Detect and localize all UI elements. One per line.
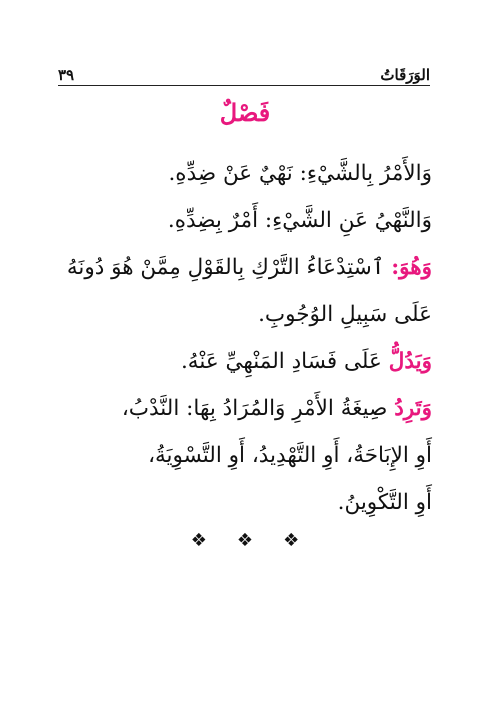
diamond-ornament-icon: ❖ (283, 530, 300, 551)
page-number: ٣٩ (58, 66, 75, 84)
text-line (56, 479, 432, 526)
keyword: وَهُوَ: (391, 255, 432, 280)
text-line (56, 338, 432, 385)
line-text: عَلَى سَبِيلِ الوُجُوبِ. (258, 302, 432, 327)
text-line (56, 244, 432, 291)
section-title: فَصْلٌ (219, 98, 271, 127)
line-text: صِيغَةُ الأَمْرِ وَالمُرَادُ بِهَا: النَّدْبُ، (121, 396, 395, 421)
text-line (56, 291, 432, 338)
line-text: ٱسْتِدْعَاءُ التَّرْكِ بِالقَوْلِ مِمَّنْ هُوَ دُونَهُ (66, 255, 392, 280)
line-text: أَوِ التَّكْوِينُ. (337, 490, 432, 515)
section-end-ornaments (0, 530, 490, 551)
line-text: أَوِ الإِبَاحَةُ، أَوِ التَّهْدِيدُ، أَوِ التَّسْوِيَةُ، (148, 443, 432, 468)
body-text (56, 150, 432, 526)
text-line (56, 197, 432, 244)
line-text: وَالنَّهْيُ عَنِ الشَّيْءِ: أَمْرٌ بِضِدِّهِ. (167, 208, 432, 233)
keyword: وَتَرِدُ (394, 396, 432, 421)
running-title: الوَرَقَاتُ (380, 66, 430, 84)
text-line (56, 432, 432, 479)
line-text: وَالأَمْرُ بِالشَّيْءِ: نَهْيٌ عَنْ ضِدِّهِ. (168, 161, 432, 186)
diamond-ornament-icon: ❖ (236, 530, 254, 551)
header-rule (58, 85, 430, 86)
page-header (58, 58, 430, 84)
text-line (56, 150, 432, 197)
keyword: وَيَدُلُّ (388, 349, 432, 374)
diamond-ornament-icon: ❖ (190, 530, 207, 551)
text-line (56, 385, 432, 432)
line-text: عَلَى فَسَادِ المَنْهِيِّ عَنْهُ. (180, 349, 389, 374)
